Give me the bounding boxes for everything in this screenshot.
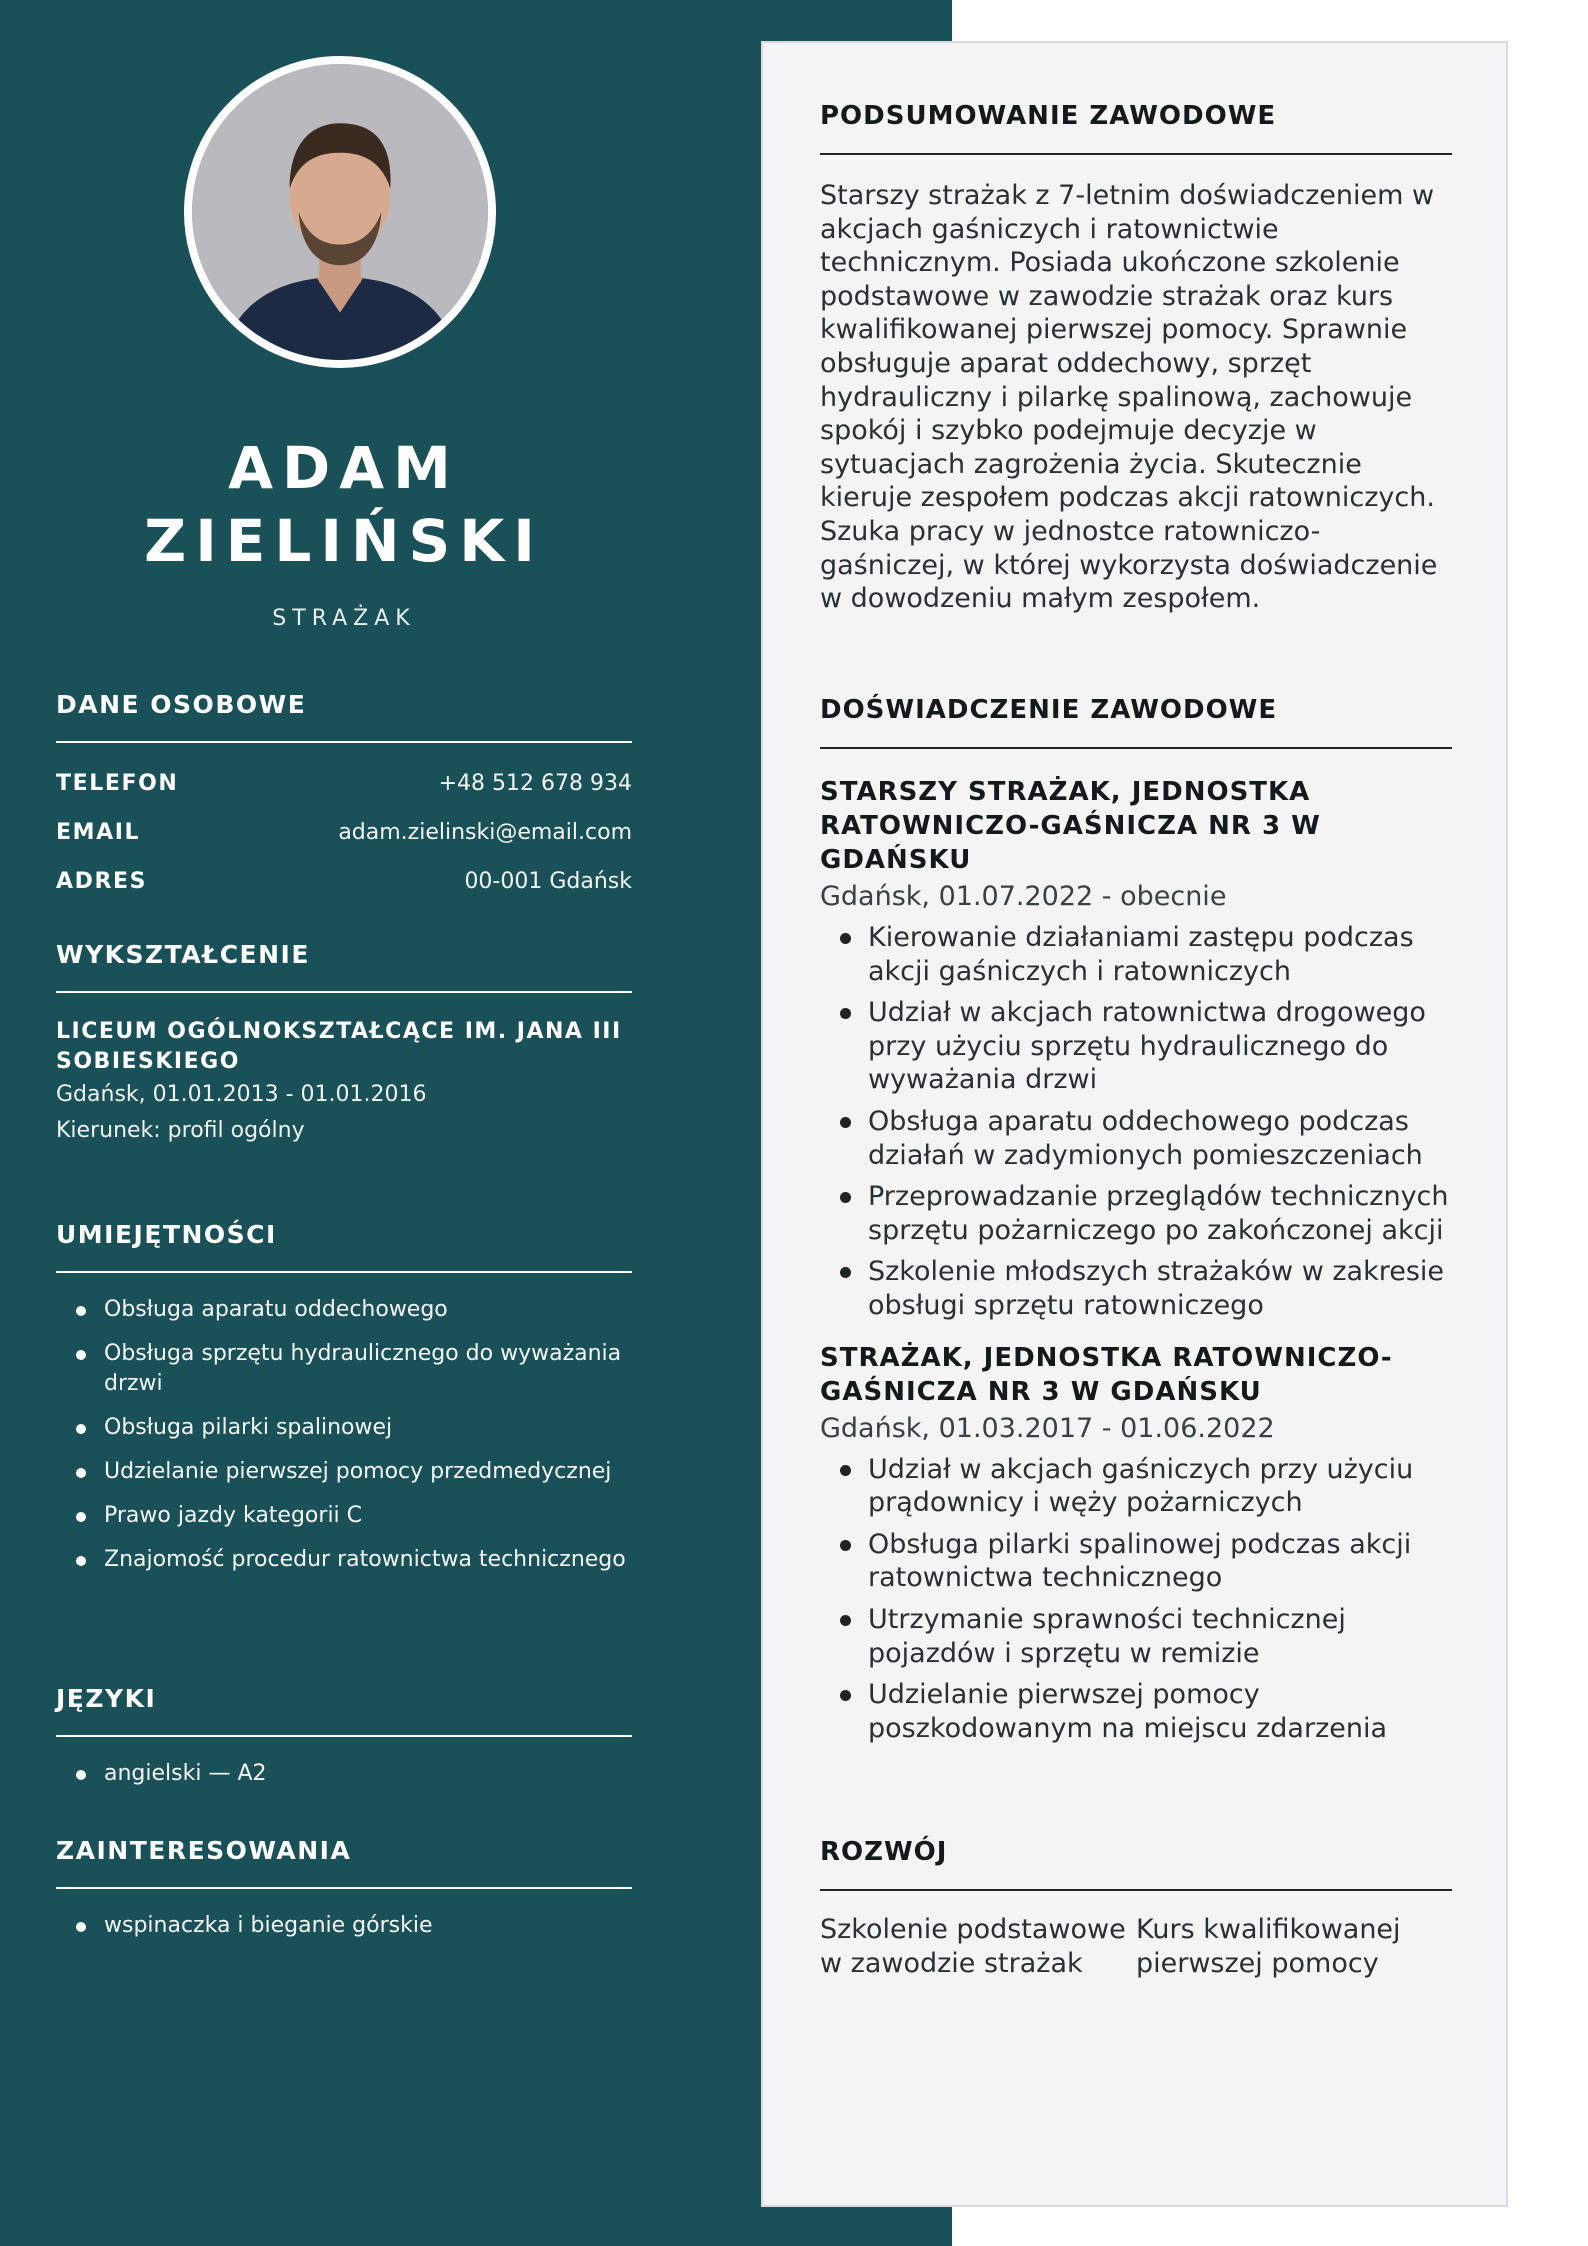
languages-heading: JĘZYKI <box>56 1684 632 1737</box>
phone-label: TELEFON <box>56 771 179 796</box>
main-content-card <box>761 41 1508 2207</box>
job-entry-meta: Gdańsk, 01.07.2022 - obecnie <box>820 881 1227 912</box>
list-item: Udział w akcjach gaśniczych przy użyciu prądownicy i węży pożarniczych <box>820 1453 1452 1520</box>
job-entry <box>820 775 1452 1323</box>
summary-text: Starszy strażak z 7-letnim doświadczeniem w akcjach gaśniczych i ratownictwie technicznym. Posiada ukończone szkolenie podstawowe w zawodzie strażak oraz kurs kwalifikowanej pierwszej pomocy. Sprawnie obsługuje aparat oddechowy, sprzęt hydrauliczny i pilarkę spalinową, zachowuje spokój i szybko podejmuje decyzje w sytuacjach zagrożenia życia. Skutecznie kieruje zespołem podczas akcji ratowniczych. Szuka pracy w jednostce ratowniczo-gaśniczej, w której wykorzysta doświadczenie w dowodzeniu małym zespołem. <box>820 180 1438 615</box>
development-heading: ROZWÓJ <box>820 1837 1452 1891</box>
development-item: Szkolenie podstawowe w zawodzie strażak <box>820 1914 1126 1979</box>
development-section <box>820 1837 1452 1980</box>
skills-heading: UMIEJĘTNOŚCI <box>56 1220 632 1273</box>
list-item: Utrzymanie sprawności technicznej pojazdów i sprzętu w remizie <box>820 1603 1452 1670</box>
job-entry-title: STARSZY STRAŻAK, JEDNOSTKA RATOWNICZO-GAŚNICZA NR 3 W GDAŃSKU <box>820 777 1321 875</box>
list-item: Obsługa aparatu oddechowego <box>56 1295 632 1325</box>
job-entry-bullets <box>820 921 1452 1323</box>
email-label: EMAIL <box>56 820 141 845</box>
list-item: Obsługa aparatu oddechowego podczas działań w zadymionych pomieszczeniach <box>820 1105 1452 1172</box>
job-entry-title: STRAŻAK, JEDNOSTKA RATOWNICZO-GAŚNICZA NR 3 W GDAŃSKU <box>820 1342 1393 1407</box>
name-block <box>56 432 632 631</box>
experience-heading: DOŚWIADCZENIE ZAWODOWE <box>820 695 1452 749</box>
school-place-dates: Gdańsk, 01.01.2013 - 01.01.2016 <box>56 1082 427 1107</box>
email-row <box>56 808 632 857</box>
interests-heading: ZAINTERESOWANIA <box>56 1836 632 1889</box>
list-item: angielski — A2 <box>56 1759 632 1789</box>
job-title: STRAŻAK <box>272 606 416 631</box>
school-name: LICEUM OGÓLNOKSZTAŁCĄCE IM. JANA III SOBIESKIEGO <box>56 1019 622 1074</box>
summary-section <box>820 101 1452 616</box>
skills-section <box>56 1220 632 1589</box>
address-value: 00-001 Gdańsk <box>464 869 632 894</box>
job-entry-meta: Gdańsk, 01.03.2017 - 01.06.2022 <box>820 1412 1275 1444</box>
list-item: Obsługa pilarki spalinowej <box>56 1413 632 1443</box>
address-label: ADRES <box>56 869 148 894</box>
portrait-image <box>192 64 488 360</box>
list-item: Kierowanie działaniami zastępu podczas akcji gaśniczych i ratowniczych <box>820 921 1452 988</box>
development-grid <box>820 1913 1452 1980</box>
address-row <box>56 857 632 906</box>
email-value: adam.zielinski@email.com <box>338 820 632 845</box>
first-name: ADAM <box>228 434 460 502</box>
job-entry-bullets <box>820 1453 1452 1746</box>
skills-list <box>56 1295 632 1575</box>
school-field: Kierunek: profil ogólny <box>56 1118 305 1143</box>
job-entry <box>820 1341 1452 1746</box>
interests-list <box>56 1911 632 1941</box>
list-item: Znajomość procedur ratownictwa technicznego <box>56 1545 632 1575</box>
list-item: Szkolenie młodszych strażaków w zakresie obsługi sprzętu ratowniczego <box>820 1255 1452 1322</box>
education-section <box>56 940 632 1149</box>
languages-list <box>56 1759 632 1789</box>
list-item: Udzielanie pierwszej pomocy poszkodowanym na miejscu zdarzenia <box>820 1678 1452 1745</box>
list-item: wspinaczka i bieganie górskie <box>56 1911 632 1941</box>
list-item: Udzielanie pierwszej pomocy przedmedycznej <box>56 1457 632 1487</box>
list-item: Obsługa sprzętu hydraulicznego do wyważania drzwi <box>56 1339 632 1399</box>
experience-section <box>820 695 1452 1753</box>
education-heading: WYKSZTAŁCENIE <box>56 940 632 993</box>
phone-value: +48 512 678 934 <box>438 771 632 796</box>
list-item: Udział w akcjach ratownictwa drogowego przy użyciu sprzętu hydraulicznego do wyważania drzwi <box>820 996 1452 1097</box>
summary-heading: PODSUMOWANIE ZAWODOWE <box>820 101 1452 155</box>
development-item: Kurs kwalifikowanej pierwszej pomocy <box>1136 1914 1401 1979</box>
list-item: Prawo jazdy kategorii C <box>56 1501 632 1531</box>
last-name: ZIELIŃSKI <box>144 507 544 575</box>
personal-section <box>56 690 632 906</box>
list-item: Przeprowadzanie przeglądów technicznych sprzętu pożarniczego po zakończonej akcji <box>820 1180 1452 1247</box>
languages-section <box>56 1684 632 1803</box>
profile-photo <box>184 56 496 368</box>
phone-row <box>56 759 632 808</box>
personal-list <box>56 759 632 906</box>
personal-heading: DANE OSOBOWE <box>56 690 632 743</box>
interests-section <box>56 1836 632 1955</box>
list-item: Obsługa pilarki spalinowej podczas akcji ratownictwa technicznego <box>820 1528 1452 1595</box>
